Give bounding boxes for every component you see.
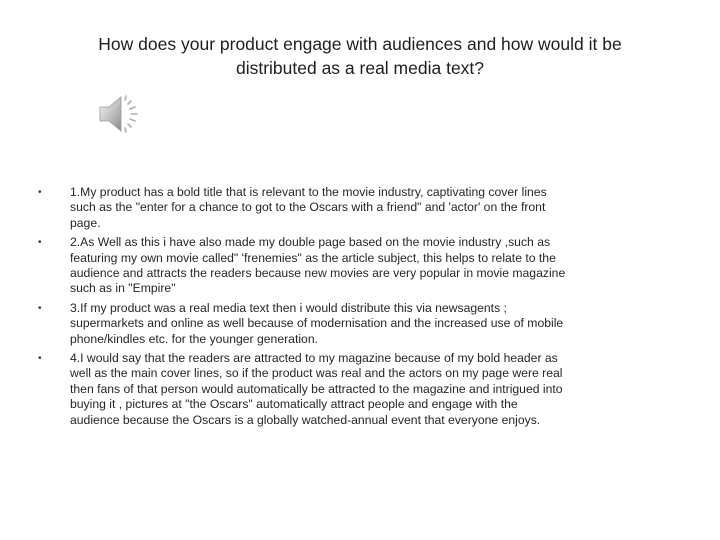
bullet-item: [40, 301, 710, 347]
speaker-sound-icon[interactable]: [98, 92, 146, 136]
bullet-text: 2.As Well as this i have also made my double page based on the movie industry ,such as featuring my own movie called" 'frenemies" as the article subject, this helps to relate to the audience and attracts the readers because new movies are very popular in movie magazine such as in "Empire": [70, 235, 566, 296]
bullet-item: [40, 235, 710, 297]
bullet-dot: •: [38, 237, 42, 249]
slide-title: How does your product engage with audiences and how would it be distributed as a real media text?: [98, 34, 622, 78]
speaker-sound-icon-graphic: [98, 92, 146, 136]
bullet-dot: •: [38, 353, 42, 365]
bullet-text: 3.If my product was a real media text then i would distribute this via newsagents ; supermarkets and online as well because of modernisation and the increased use of mobile phone/kindles etc. for the younger generation.: [70, 300, 564, 346]
bullet-dot: •: [38, 187, 42, 198]
bullet-dot: •: [38, 302, 42, 314]
bullet-list: [40, 185, 710, 432]
bullet-item: [40, 185, 710, 231]
bullet-text: 4.I would say that the readers are attracted to my magazine because of my bold header as well as the main cover lines, so if the product was real and the actors on my page were real then fans of that person would automatically be attracted to the magazine and intrigued into buying it , pictures at "the Oscars" automatically attract people and engage with the audience because the Oscars is a globally watched-annual event that everyone enjoys.: [70, 351, 563, 427]
bullet-text: 1.My product has a bold title that is relevant to the movie industry, captivating cover lines such as the "enter for a chance to got to the Oscars with a friend" and 'actor' on the front page.: [70, 185, 547, 230]
bullet-item: [40, 351, 710, 428]
